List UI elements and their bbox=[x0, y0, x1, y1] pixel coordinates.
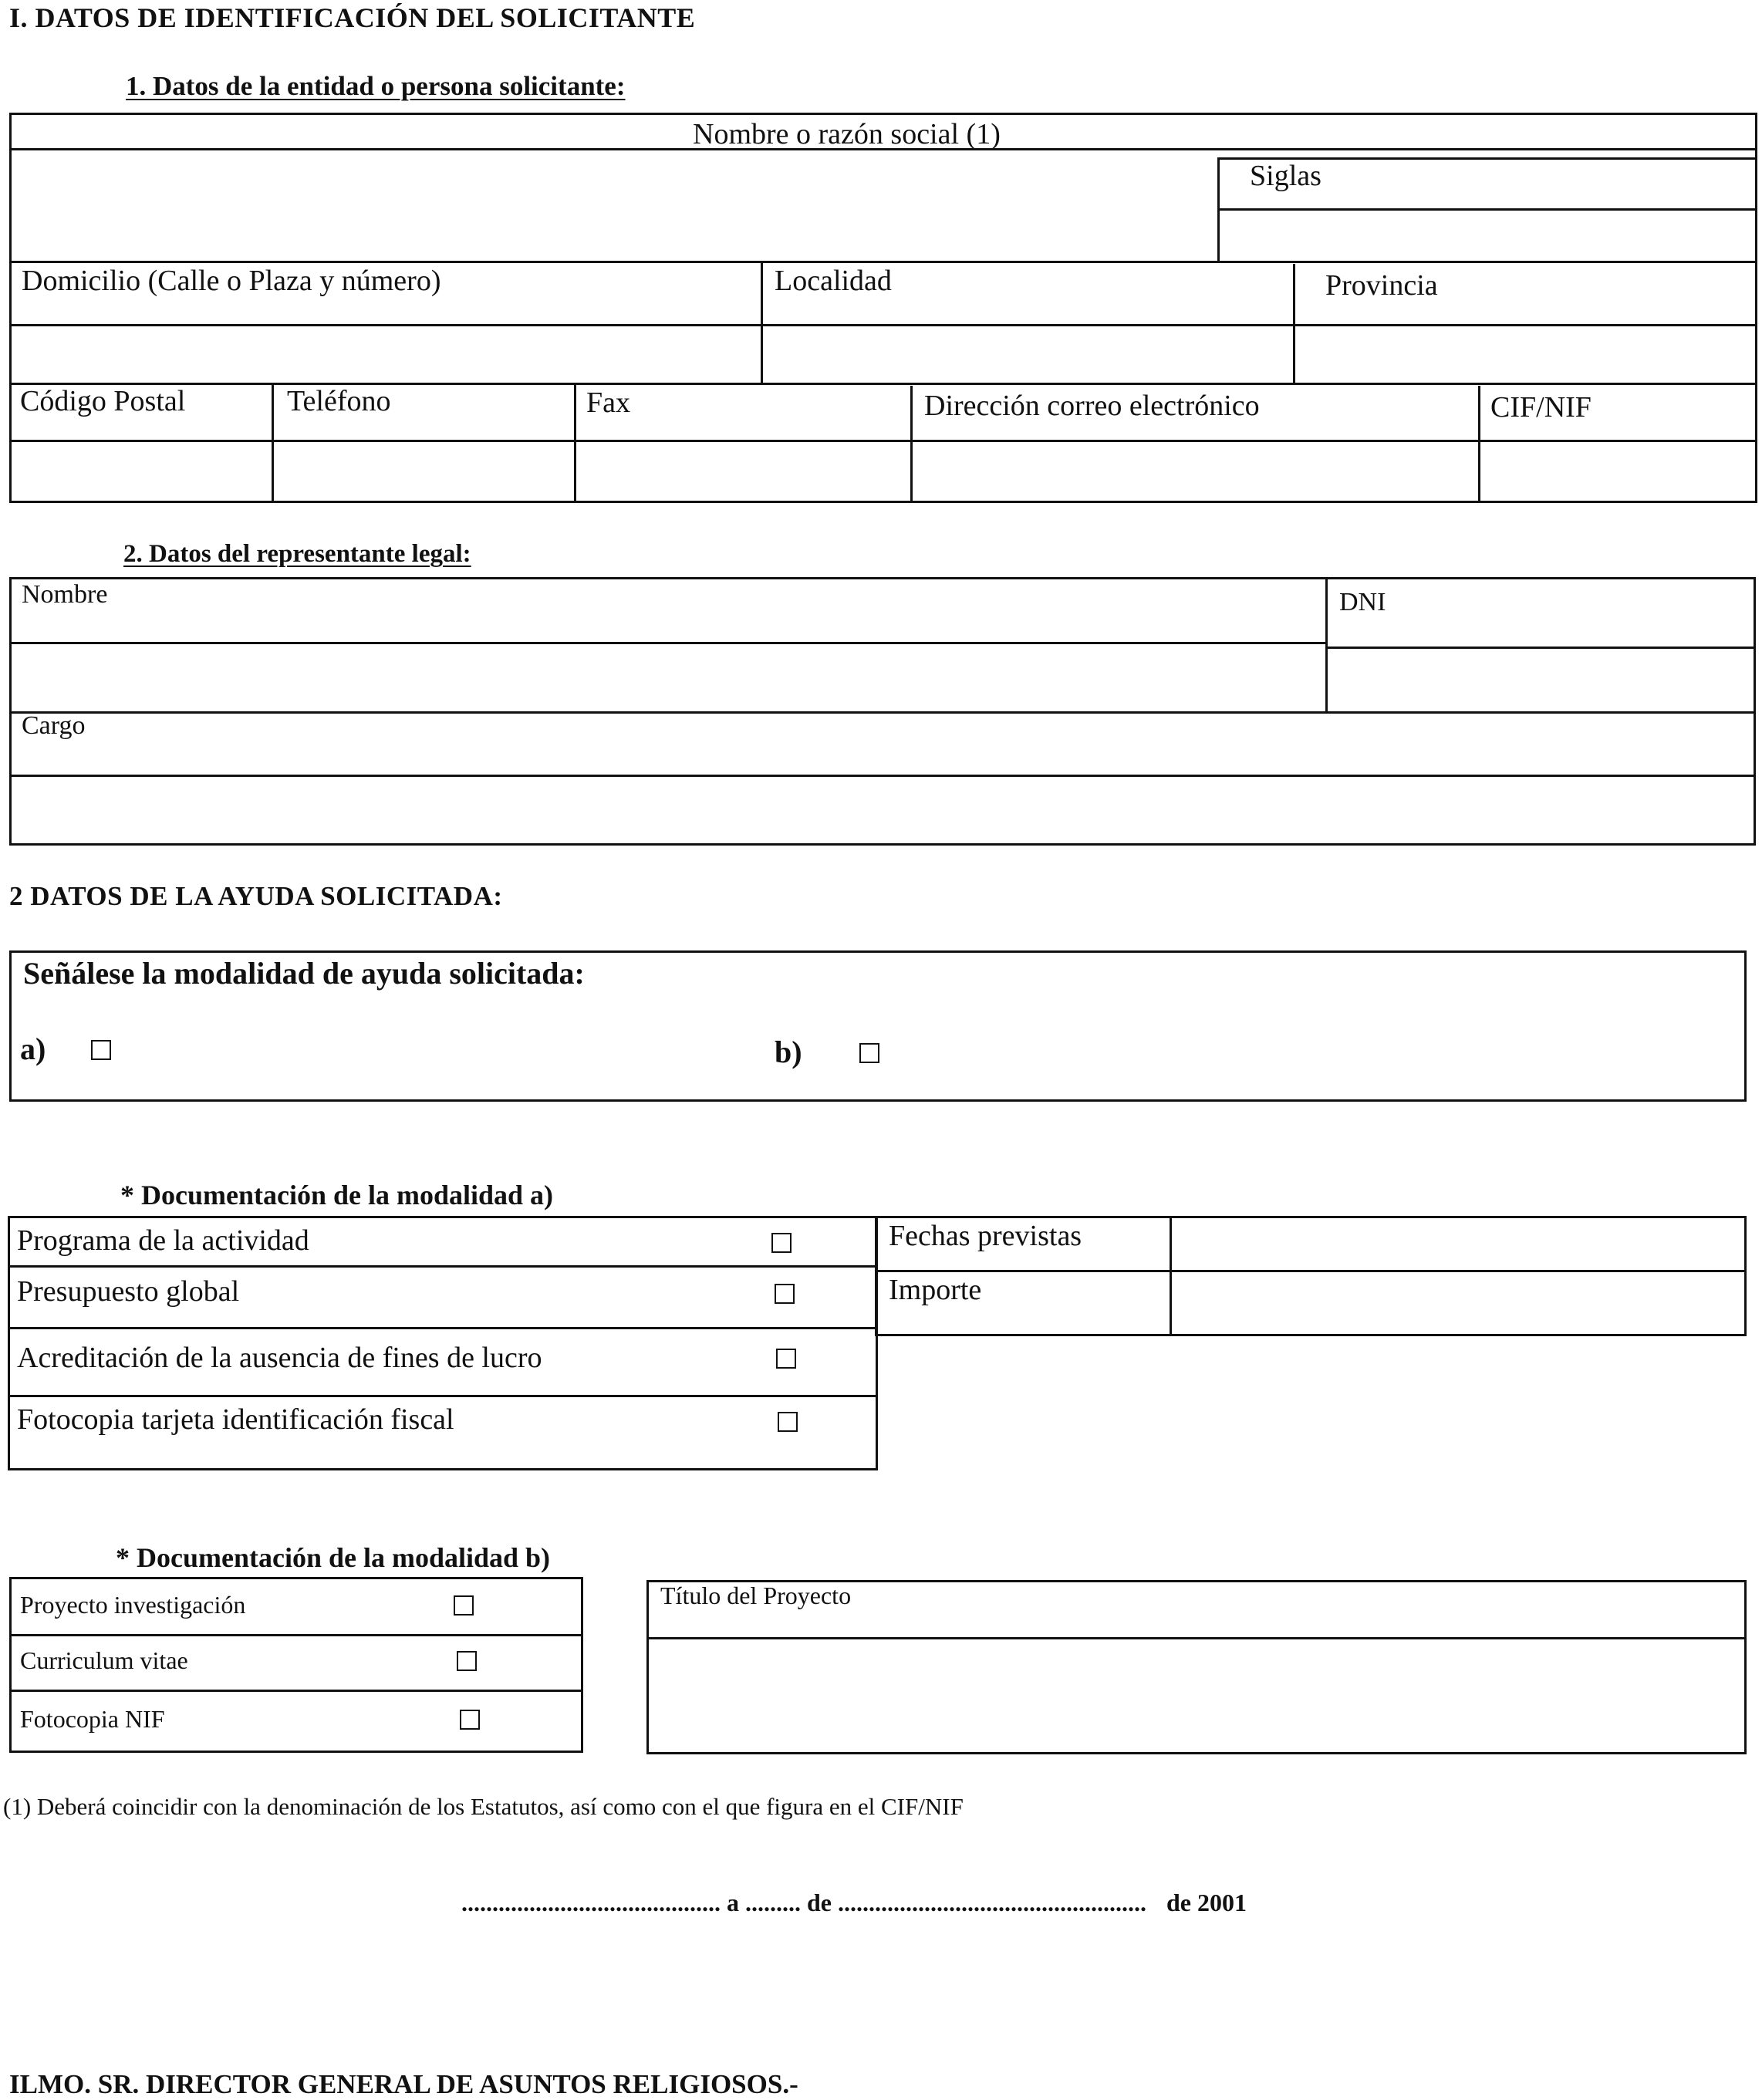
telefono-label: Teléfono bbox=[287, 385, 391, 417]
fax-field[interactable] bbox=[577, 443, 907, 500]
day-dots: ......... bbox=[745, 1889, 801, 1916]
proyecto-checkbox[interactable] bbox=[454, 1595, 474, 1616]
option-b-label: b) bbox=[775, 1035, 802, 1069]
dni-label: DNI bbox=[1339, 588, 1386, 616]
date-line bbox=[461, 1889, 1247, 1917]
curriculum-checkbox[interactable] bbox=[457, 1651, 477, 1671]
date-de: de bbox=[807, 1889, 832, 1916]
date-a: a bbox=[727, 1889, 739, 1916]
fotocopia-nif-checkbox[interactable] bbox=[460, 1710, 480, 1730]
modalidad-prompt: Señálese la modalidad de ayuda solicitada: bbox=[23, 956, 585, 991]
cif-nif-field[interactable] bbox=[1481, 446, 1754, 500]
programa-checkbox[interactable] bbox=[771, 1233, 792, 1253]
doc-b-item-proyecto: Proyecto investigación bbox=[20, 1591, 246, 1619]
option-b-checkbox[interactable] bbox=[859, 1043, 879, 1063]
provincia-label: Provincia bbox=[1325, 269, 1438, 302]
domicilio-field[interactable] bbox=[12, 327, 758, 383]
doc-a-heading: * Documentación de la modalidad a) bbox=[120, 1180, 554, 1210]
footnote: (1) Deberá coincidir con la denominación de los Estatutos, así como con el que figura en el CIF/NIF bbox=[3, 1793, 964, 1820]
codigo-postal-label: Código Postal bbox=[20, 385, 186, 417]
cargo-field[interactable] bbox=[12, 778, 1753, 842]
fax-label: Fax bbox=[586, 387, 630, 419]
acreditacion-checkbox[interactable] bbox=[776, 1349, 796, 1369]
nombre-razon-social-label: Nombre o razón social (1) bbox=[693, 118, 1001, 150]
doc-a-item-presupuesto: Presupuesto global bbox=[17, 1275, 240, 1308]
presupuesto-checkbox[interactable] bbox=[775, 1284, 795, 1304]
importe-field[interactable] bbox=[1173, 1273, 1743, 1333]
provincia-field[interactable] bbox=[1296, 330, 1754, 383]
titulo-proyecto-label: Título del Proyecto bbox=[660, 1582, 852, 1609]
email-label: Dirección correo electrónico bbox=[924, 390, 1260, 422]
codigo-postal-field[interactable] bbox=[12, 443, 268, 500]
domicilio-label: Domicilio (Calle o Plaza y número) bbox=[22, 265, 441, 297]
section-1-title: I. DATOS DE IDENTIFICACIÓN DEL SOLICITANTE bbox=[9, 2, 696, 33]
titulo-proyecto-field[interactable] bbox=[650, 1640, 1743, 1751]
localidad-label: Localidad bbox=[775, 265, 892, 297]
dni-field[interactable] bbox=[1328, 650, 1753, 710]
siglas-field[interactable] bbox=[1220, 211, 1754, 259]
doc-a-item-programa: Programa de la actividad bbox=[17, 1224, 309, 1257]
date-year: de 2001 bbox=[1166, 1889, 1247, 1916]
doc-b-heading: * Documentación de la modalidad b) bbox=[116, 1542, 551, 1573]
doc-a-item-acreditacion: Acreditación de la ausencia de fines de lucro bbox=[17, 1342, 542, 1374]
siglas-label: Siglas bbox=[1250, 160, 1322, 192]
fechas-previstas-label: Fechas previstas bbox=[889, 1220, 1082, 1252]
place-dots: .......................................... bbox=[461, 1889, 721, 1916]
month-dots: .................................................. bbox=[838, 1889, 1146, 1916]
nombre-razon-social-field[interactable] bbox=[12, 151, 1216, 258]
telefono-field[interactable] bbox=[275, 443, 571, 500]
entity-heading: 1. Datos de la entidad o persona solicitante: bbox=[126, 71, 626, 101]
rep-nombre-label: Nombre bbox=[22, 580, 108, 609]
section-2-title: 2 DATOS DE LA AYUDA SOLICITADA: bbox=[9, 881, 503, 911]
option-a-label: a) bbox=[20, 1031, 46, 1066]
doc-b-item-curriculum: Curriculum vitae bbox=[20, 1646, 188, 1674]
rep-nombre-field[interactable] bbox=[12, 645, 1322, 710]
cif-nif-label: CIF/NIF bbox=[1490, 391, 1592, 424]
email-field[interactable] bbox=[913, 444, 1475, 500]
cargo-label: Cargo bbox=[22, 711, 86, 740]
addressee: ILMO. SR. DIRECTOR GENERAL DE ASUNTOS RELIGIOSOS.- bbox=[9, 2069, 798, 2099]
localidad-field[interactable] bbox=[764, 327, 1290, 383]
doc-a-item-fotocopia: Fotocopia tarjeta identificación fiscal bbox=[17, 1403, 454, 1436]
importe-label: Importe bbox=[889, 1274, 982, 1306]
representative-heading: 2. Datos del representante legal: bbox=[123, 540, 471, 568]
doc-b-item-fotocopia-nif: Fotocopia NIF bbox=[20, 1705, 165, 1733]
fotocopia-tarjeta-checkbox[interactable] bbox=[778, 1412, 798, 1432]
option-a-checkbox[interactable] bbox=[91, 1040, 111, 1060]
fechas-previstas-field[interactable] bbox=[1173, 1219, 1743, 1267]
